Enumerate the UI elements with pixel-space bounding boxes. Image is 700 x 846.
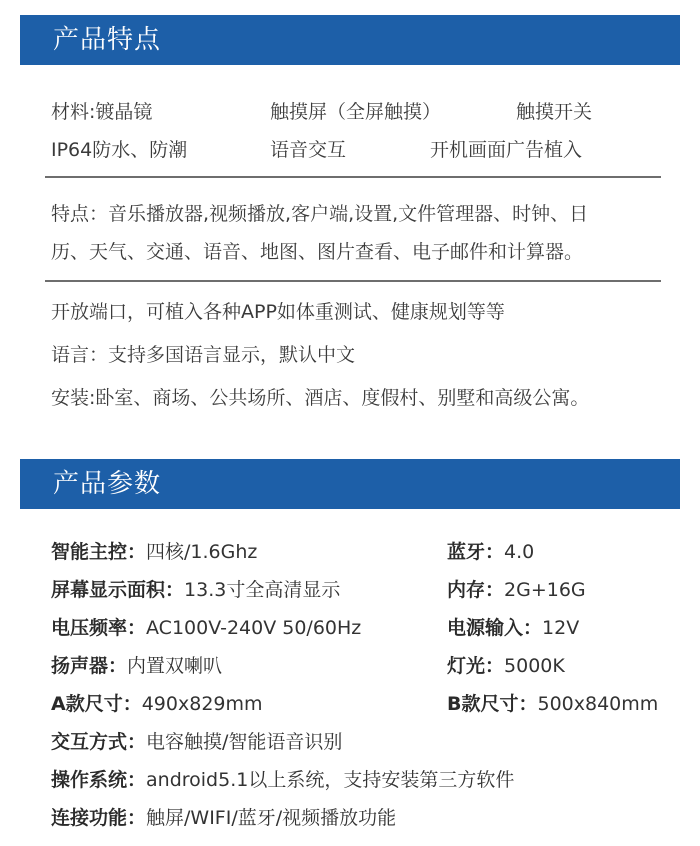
section-title: 产品参数 bbox=[53, 469, 162, 499]
spec-value: AC100V-240V 50/60Hz bbox=[146, 617, 362, 639]
spec-key: 内存： bbox=[447, 579, 505, 601]
spec-value: 12V bbox=[542, 617, 580, 639]
spec-value: 5000K bbox=[504, 655, 565, 677]
spec-value: 触屏/WIFI/蓝牙/视频播放功能 bbox=[146, 807, 397, 829]
spec-power-input bbox=[447, 613, 579, 640]
spec-speaker bbox=[51, 651, 222, 678]
divider bbox=[45, 280, 661, 282]
spec-main-controller bbox=[51, 537, 257, 564]
spec-key: A款尺寸： bbox=[51, 693, 142, 715]
section-header-product-features bbox=[20, 15, 680, 65]
spec-key: 电源输入： bbox=[447, 617, 543, 639]
spec-value: 四核/1.6Ghz bbox=[146, 541, 258, 563]
feature-item: 触摸开关 bbox=[516, 101, 593, 123]
divider bbox=[45, 176, 661, 178]
spec-display-area bbox=[51, 575, 340, 602]
spec-value: 13.3寸全高清显示 bbox=[184, 579, 341, 601]
open-port-text: 开放端口，可植入各种APP如体重测试、健康规划等等 bbox=[51, 301, 505, 323]
spec-value: 490x829mm bbox=[141, 693, 263, 715]
feature-item: 触摸屏（全屏触摸） bbox=[270, 101, 442, 123]
spec-key: 灯光： bbox=[447, 655, 505, 677]
feature-item: 材料:镀晶镜 bbox=[51, 101, 153, 123]
spec-value: 500x840mm bbox=[537, 693, 659, 715]
spec-key: 电压频率： bbox=[51, 617, 147, 639]
spec-key: 蓝牙： bbox=[447, 541, 505, 563]
spec-interaction bbox=[51, 727, 342, 754]
features-text-line: 历、天气、交通、语音、地图、图片查看、电子邮件和计算器。 bbox=[51, 241, 584, 263]
language-text: 语言：支持多国语言显示，默认中文 bbox=[51, 344, 356, 366]
spec-voltage bbox=[51, 613, 361, 640]
section-header-product-specs bbox=[20, 459, 680, 509]
spec-value: 2G+16G bbox=[504, 579, 586, 601]
spec-size-a bbox=[51, 689, 263, 716]
spec-os bbox=[51, 765, 514, 792]
spec-value: 电容触摸/智能语音识别 bbox=[146, 731, 343, 753]
feature-item: 开机画面广告植入 bbox=[430, 139, 583, 161]
spec-key: 屏幕显示面积： bbox=[51, 579, 185, 601]
feature-item: IP64防水、防潮 bbox=[51, 139, 188, 161]
spec-value: android5.1以上系统，支持安装第三方软件 bbox=[146, 769, 515, 791]
spec-key: B款尺寸： bbox=[447, 693, 538, 715]
spec-key: 操作系统： bbox=[51, 769, 147, 791]
spec-value: 内置双喇叭 bbox=[127, 655, 223, 677]
install-text: 安装:卧室、商场、公共场所、酒店、度假村、别墅和高级公寓。 bbox=[51, 387, 590, 409]
spec-key: 连接功能： bbox=[51, 807, 147, 829]
spec-key: 扬声器： bbox=[51, 655, 128, 677]
spec-light bbox=[447, 651, 565, 678]
spec-key: 交互方式： bbox=[51, 731, 147, 753]
features-text-line: 特点：音乐播放器,视频播放,客户端,设置,文件管理器、时钟、日 bbox=[51, 203, 589, 225]
spec-value: 4.0 bbox=[504, 541, 535, 563]
feature-item: 语音交互 bbox=[270, 139, 347, 161]
section-title: 产品特点 bbox=[53, 25, 162, 55]
spec-connectivity bbox=[51, 803, 396, 830]
spec-bluetooth bbox=[447, 537, 534, 564]
spec-key: 智能主控： bbox=[51, 541, 147, 563]
spec-size-b bbox=[447, 689, 658, 716]
spec-memory bbox=[447, 575, 586, 602]
